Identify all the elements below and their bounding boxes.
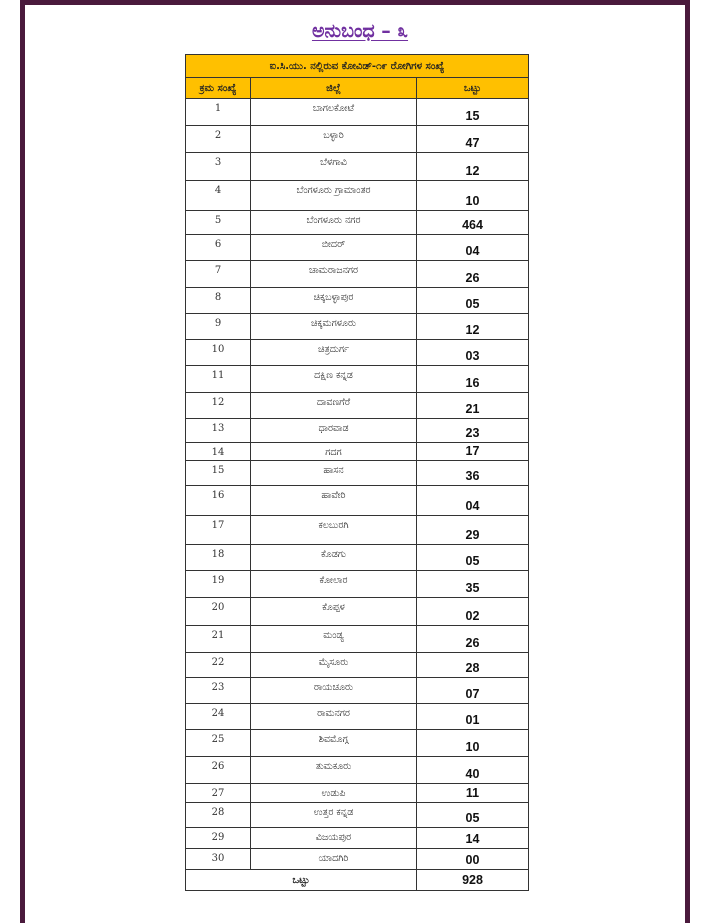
row-district: ಮೈಸೂರು bbox=[251, 653, 417, 678]
table-row bbox=[186, 757, 529, 784]
row-total: 16 bbox=[417, 366, 529, 393]
table-row bbox=[186, 288, 529, 314]
row-district: ರಾಮನಗರ bbox=[251, 704, 417, 730]
table-row bbox=[186, 828, 529, 849]
table-row bbox=[186, 803, 529, 828]
header-total: ಒಟ್ಟು bbox=[417, 78, 529, 99]
row-total: 05 bbox=[417, 803, 529, 828]
row-total: 17 bbox=[417, 443, 529, 461]
row-district: ಹಾವೇರಿ bbox=[251, 486, 417, 516]
row-total: 21 bbox=[417, 393, 529, 419]
row-serial-number: 15 bbox=[186, 461, 251, 486]
row-serial-number: 19 bbox=[186, 571, 251, 598]
row-serial-number: 24 bbox=[186, 704, 251, 730]
row-serial-number: 21 bbox=[186, 626, 251, 653]
table-row bbox=[186, 653, 529, 678]
row-district: ಚಿತ್ರದುರ್ಗ bbox=[251, 340, 417, 366]
row-serial-number: 4 bbox=[186, 181, 251, 211]
total-value: 928 bbox=[417, 870, 529, 891]
table-row bbox=[186, 366, 529, 393]
row-serial-number: 29 bbox=[186, 828, 251, 849]
row-district: ಚಾಮರಾಜನಗರ bbox=[251, 261, 417, 288]
row-district: ಕೋಲಾರ bbox=[251, 571, 417, 598]
row-total: 04 bbox=[417, 235, 529, 261]
table-row bbox=[186, 393, 529, 419]
row-total: 464 bbox=[417, 211, 529, 235]
row-serial-number: 1 bbox=[186, 99, 251, 126]
row-district: ಕಲಬುರಗಿ bbox=[251, 516, 417, 545]
table-row bbox=[186, 849, 529, 870]
header-serial-number: ಕ್ರಮ ಸಂಖ್ಯೆ bbox=[186, 78, 251, 99]
table-row bbox=[186, 153, 529, 181]
row-district: ಬೆಂಗಳೂರು ನಗರ bbox=[251, 211, 417, 235]
row-serial-number: 22 bbox=[186, 653, 251, 678]
row-total: 10 bbox=[417, 181, 529, 211]
row-total: 11 bbox=[417, 784, 529, 803]
row-district: ತುಮಕೂರು bbox=[251, 757, 417, 784]
row-serial-number: 3 bbox=[186, 153, 251, 181]
table-row bbox=[186, 704, 529, 730]
row-district: ಬಾಗಲಕೋಟೆ bbox=[251, 99, 417, 126]
row-total: 10 bbox=[417, 730, 529, 757]
row-serial-number: 12 bbox=[186, 393, 251, 419]
table-row bbox=[186, 486, 529, 516]
row-total: 02 bbox=[417, 598, 529, 626]
table-row bbox=[186, 730, 529, 757]
row-district: ಉತ್ತರ ಕನ್ನಡ bbox=[251, 803, 417, 828]
row-serial-number: 20 bbox=[186, 598, 251, 626]
table-row bbox=[186, 571, 529, 598]
row-serial-number: 30 bbox=[186, 849, 251, 870]
table-row bbox=[186, 545, 529, 571]
table-row bbox=[186, 314, 529, 340]
row-district: ಬೆಂಗಳೂರು ಗ್ರಾಮಾಂತರ bbox=[251, 181, 417, 211]
row-district: ವಿಜಯಪುರ bbox=[251, 828, 417, 849]
header-district: ಜಿಲ್ಲೆ bbox=[251, 78, 417, 99]
table-row bbox=[186, 99, 529, 126]
row-serial-number: 26 bbox=[186, 757, 251, 784]
row-total: 07 bbox=[417, 678, 529, 704]
row-serial-number: 7 bbox=[186, 261, 251, 288]
row-total: 03 bbox=[417, 340, 529, 366]
row-district: ದಾವಣಗೆರೆ bbox=[251, 393, 417, 419]
row-serial-number: 18 bbox=[186, 545, 251, 571]
row-total: 35 bbox=[417, 571, 529, 598]
row-district: ಮಂಡ್ಯ bbox=[251, 626, 417, 653]
row-total: 04 bbox=[417, 486, 529, 516]
table-row bbox=[186, 419, 529, 443]
table-row bbox=[186, 126, 529, 153]
total-label: ಒಟ್ಟು bbox=[186, 870, 417, 891]
row-serial-number: 23 bbox=[186, 678, 251, 704]
row-total: 26 bbox=[417, 261, 529, 288]
page-title bbox=[0, 20, 720, 42]
row-district: ಬೀದರ್ bbox=[251, 235, 417, 261]
row-total: 15 bbox=[417, 99, 529, 126]
row-total: 26 bbox=[417, 626, 529, 653]
page-title-text: ಅನುಬಂಧ – ೩ bbox=[311, 20, 409, 42]
table-row bbox=[186, 461, 529, 486]
row-district: ಕೊಡಗು bbox=[251, 545, 417, 571]
row-serial-number: 11 bbox=[186, 366, 251, 393]
row-serial-number: 5 bbox=[186, 211, 251, 235]
row-district: ಬೆಳಗಾವಿ bbox=[251, 153, 417, 181]
row-total: 01 bbox=[417, 704, 529, 730]
row-serial-number: 16 bbox=[186, 486, 251, 516]
row-district: ಚಿಕ್ಕಮಗಳೂರು bbox=[251, 314, 417, 340]
table-row bbox=[186, 516, 529, 545]
row-district: ಚಿಕ್ಕಬಳ್ಳಾಪುರ bbox=[251, 288, 417, 314]
row-total: 12 bbox=[417, 314, 529, 340]
row-serial-number: 17 bbox=[186, 516, 251, 545]
row-total: 36 bbox=[417, 461, 529, 486]
table-row bbox=[186, 598, 529, 626]
row-serial-number: 13 bbox=[186, 419, 251, 443]
icu-patients-table bbox=[185, 54, 529, 891]
row-total: 14 bbox=[417, 828, 529, 849]
row-district: ಗದಗ bbox=[251, 443, 417, 461]
row-serial-number: 14 bbox=[186, 443, 251, 461]
row-serial-number: 8 bbox=[186, 288, 251, 314]
table-row bbox=[186, 211, 529, 235]
table-caption: ಐ.ಸಿ.ಯು. ನಲ್ಲಿರುವ ಕೋವಿಡ್-೧೯ ರೋಗಿಗಳ ಸಂಖ್ಯೆ bbox=[186, 55, 529, 78]
row-district: ಯಾದಗಿರಿ bbox=[251, 849, 417, 870]
row-district: ಉಡುಪಿ bbox=[251, 784, 417, 803]
row-district: ಶಿವಮೊಗ್ಗ bbox=[251, 730, 417, 757]
row-total: 28 bbox=[417, 653, 529, 678]
row-district: ದಕ್ಷಿಣ ಕನ್ನಡ bbox=[251, 366, 417, 393]
table-row bbox=[186, 443, 529, 461]
row-serial-number: 9 bbox=[186, 314, 251, 340]
table-body bbox=[186, 99, 529, 870]
row-serial-number: 27 bbox=[186, 784, 251, 803]
row-district: ಬಳ್ಳಾರಿ bbox=[251, 126, 417, 153]
row-district: ರಾಯಚೂರು bbox=[251, 678, 417, 704]
row-serial-number: 25 bbox=[186, 730, 251, 757]
row-district: ಕೊಪ್ಪಳ bbox=[251, 598, 417, 626]
row-district: ಹಾಸನ bbox=[251, 461, 417, 486]
row-district: ಧಾರವಾಡ bbox=[251, 419, 417, 443]
table-row bbox=[186, 261, 529, 288]
table-row bbox=[186, 181, 529, 211]
table-row bbox=[186, 235, 529, 261]
table-row bbox=[186, 784, 529, 803]
table-row bbox=[186, 626, 529, 653]
row-total: 05 bbox=[417, 288, 529, 314]
row-serial-number: 10 bbox=[186, 340, 251, 366]
row-total: 29 bbox=[417, 516, 529, 545]
row-total: 23 bbox=[417, 419, 529, 443]
row-serial-number: 2 bbox=[186, 126, 251, 153]
table-row bbox=[186, 678, 529, 704]
row-total: 47 bbox=[417, 126, 529, 153]
row-total: 40 bbox=[417, 757, 529, 784]
row-total: 00 bbox=[417, 849, 529, 870]
row-serial-number: 6 bbox=[186, 235, 251, 261]
row-total: 12 bbox=[417, 153, 529, 181]
table-row bbox=[186, 340, 529, 366]
row-serial-number: 28 bbox=[186, 803, 251, 828]
row-total: 05 bbox=[417, 545, 529, 571]
